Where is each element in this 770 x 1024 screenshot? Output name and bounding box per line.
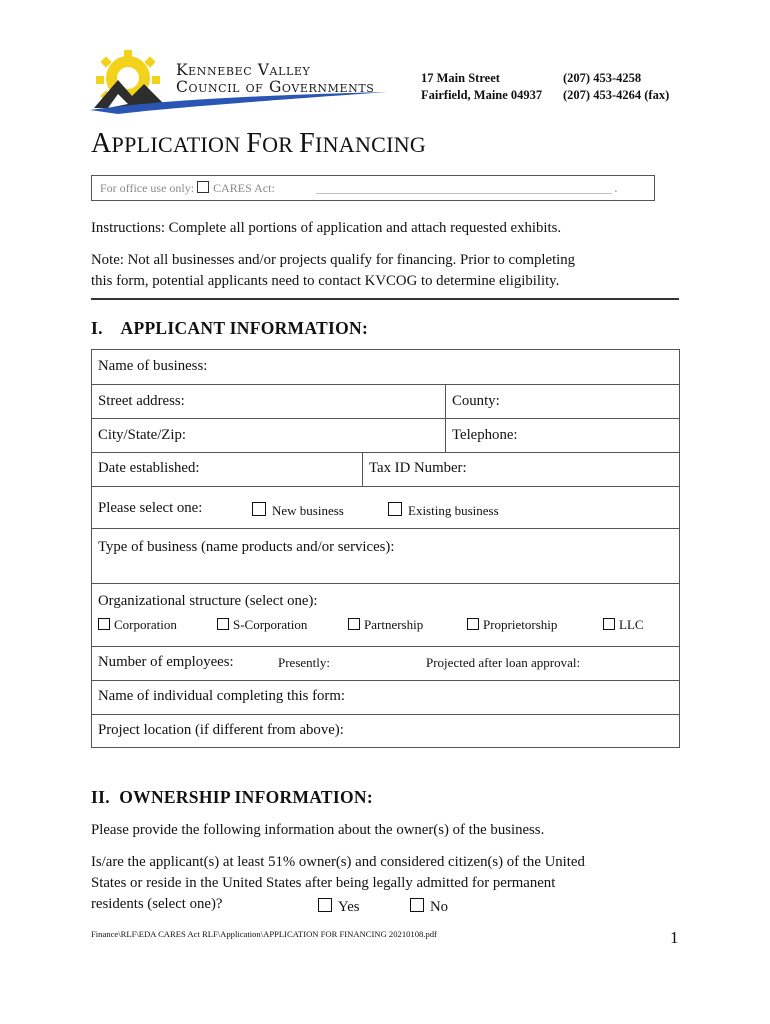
org-option-partnership[interactable]: Partnership (348, 617, 423, 633)
office-use-label: For office use only: CARES Act: (100, 181, 275, 195)
org-name-line2: Council of Governments (176, 78, 375, 96)
cares-checkbox[interactable] (197, 181, 209, 193)
contact-block (563, 70, 669, 104)
project-location-field[interactable]: Project location (if different from above): (98, 722, 344, 738)
page-number: 1 (670, 928, 679, 947)
date-established-field[interactable]: Date established: (98, 460, 200, 476)
address-block (421, 70, 542, 104)
s-corporation-checkbox[interactable] (217, 618, 229, 630)
note-text: Note: Not all businesses and/or projects qualify for financing. Prior to completing this form, potential applicants need to contact KVCOG to determine eligibility. (91, 252, 576, 289)
yes-option[interactable]: Yes (318, 897, 360, 918)
existing-business-checkbox[interactable] (388, 502, 402, 516)
presently-field[interactable]: Presently: (278, 655, 330, 670)
footer-path: Finance\RLF\EDA CARES Act RLF\Application\APPLICATION FOR FINANCING 20210108.pdf (91, 929, 437, 939)
org-option-corporation[interactable]: Corporation (98, 617, 177, 633)
partnership-checkbox[interactable] (348, 618, 360, 630)
page-title: APPLICATION FOR FINANCING (91, 128, 427, 159)
no-option[interactable]: No (410, 897, 448, 918)
proprietorship-checkbox[interactable] (467, 618, 479, 630)
fax-number: (207) 453-4264 (fax) (563, 88, 670, 102)
yes-checkbox[interactable] (318, 898, 332, 912)
instructions-text: Instructions: Complete all portions of application and attach requested exhibits. (91, 220, 562, 236)
city-state-zip-field[interactable]: City/State/Zip: (98, 427, 186, 443)
county-field[interactable]: County: (452, 393, 500, 409)
ownership-intro: Please provide the following information about the owner(s) of the business. (91, 822, 545, 838)
tax-id-field[interactable]: Tax ID Number: (369, 460, 467, 476)
org-structure-label: Organizational structure (select one): (98, 593, 318, 609)
no-checkbox[interactable] (410, 898, 424, 912)
cares-input-line[interactable] (316, 193, 612, 194)
type-of-business-field[interactable]: Type of business (name products and/or services): (98, 539, 395, 555)
corporation-checkbox[interactable] (98, 618, 110, 630)
section-applicant-title: I. APPLICANT INFORMATION: (91, 318, 369, 338)
new-business-checkbox[interactable] (252, 502, 266, 516)
please-select-label: Please select one: (98, 500, 203, 516)
org-name-line1: Kennebec Valley (176, 61, 311, 79)
telephone-field[interactable]: Telephone: (452, 427, 518, 443)
city-address: Fairfield, Maine 04937 (421, 88, 543, 102)
name-of-business-field[interactable]: Name of business: (98, 358, 208, 374)
ownership-question: Is/are the applicant(s) at least 51% owner(s) and considered citizen(s) of the United States or reside in the United States after being legally admitted for permanent residents (select one)? (91, 854, 585, 912)
new-business-option[interactable]: New business (252, 502, 344, 519)
org-option-proprietorship[interactable]: Proprietorship (467, 617, 557, 633)
num-employees-label: Number of employees: (98, 654, 234, 670)
org-option-llc[interactable]: LLC (603, 617, 644, 633)
applicant-form (91, 349, 680, 748)
street-address: 17 Main Street (421, 71, 500, 85)
section-ownership-title: II. OWNERSHIP INFORMATION: (91, 787, 373, 807)
street-address-field[interactable]: Street address: (98, 393, 185, 409)
divider (91, 298, 679, 300)
office-use-box: For office use only: CARES Act: . (91, 175, 655, 201)
projected-field[interactable]: Projected after loan approval: (426, 655, 581, 670)
individual-name-field[interactable]: Name of individual completing this form: (98, 688, 345, 704)
phone-number: (207) 453-4258 (563, 71, 642, 85)
existing-business-option[interactable]: Existing business (388, 502, 499, 519)
org-name (176, 62, 374, 96)
llc-checkbox[interactable] (603, 618, 615, 630)
org-option-s-corporation[interactable]: S-Corporation (217, 617, 307, 633)
